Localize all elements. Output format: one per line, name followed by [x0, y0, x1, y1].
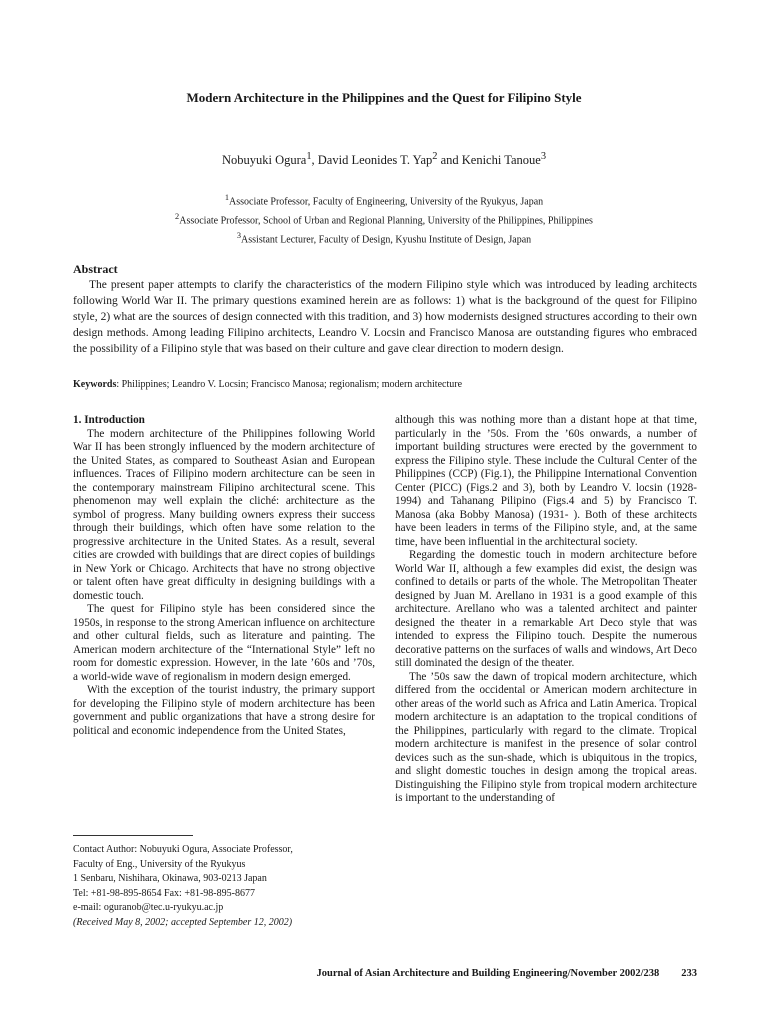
author-line: [0, 151, 768, 168]
author-1: Nobuyuki Ogura: [221, 153, 307, 168]
section-heading: 1. Introduction: [73, 414, 145, 426]
right-column: [395, 414, 697, 806]
affiliations: [0, 191, 768, 247]
affiliation-1: [0, 191, 768, 210]
left-paragraph-1: The modern architecture of the Philippines following World War II has been strongly influenced by the modern architecture of the United States, as compared to Southeast Asian and European influences. Traces of Filipino modern architecture can be seen in the contemporary mainstream Filipino architectural scene. This phenomenon may well explain the cliché: architecture as the symbol of progress. Many building owners express their success through their buildings, which often have some relation to the progressive architecture in the United States. As a result, several cities are crowded with buildings that are direct copies of buildings in New York or Chicago. Architects that have no strong objective or talent often have great difficulty in designing buildings with a domestic touch.: [73, 427, 375, 602]
author-2: , David Leonides T. Yap: [311, 153, 433, 168]
author-3: and Kenichi Tanoue: [437, 153, 541, 168]
left-column: [73, 414, 375, 738]
keywords-label: Keywords: [73, 379, 117, 390]
affiliation-3-text: Assistant Lecturer, Faculty of Design, Kyushu Institute of Design, Japan: [241, 233, 532, 245]
journal-name: Journal of Asian Architecture and Building Engineering/November 2002/238: [316, 968, 660, 979]
contact-footnote: [73, 843, 373, 930]
contact-line-4: Tel: +81-98-895-8654 Fax: +81-98-895-8677: [73, 887, 255, 899]
right-paragraph-2: Regarding the domestic touch in modern architecture before World War II, although a few examples did exist, the design was confined to details or parts of the whole. The Metropolitan Theater designed by Juan M. Arellano in 1931 is a good example of this architecture. Arellano who was a talented architect and painter designed the theater in a remarkable Art Deco style that was intended to express the Filipino touch. Despite the numerous decorative patterns on the surfaces of walls and windows, Art Deco still dominated the design of the theater.: [395, 549, 697, 669]
contact-line-1: Contact Author: Nobuyuki Ogura, Associate Professor,: [73, 844, 293, 855]
affiliation-1-text: Associate Professor, Faculty of Engineering, University of the Ryukyus, Japan: [229, 196, 544, 208]
contact-line-2: Faculty of Eng., University of the Ryukyus: [73, 858, 246, 870]
affiliation-3: [0, 229, 768, 248]
received-dates: (Received May 8, 2002; accepted September 12, 2002): [73, 916, 293, 928]
contact-line-3: 1 Senbaru, Nishihara, Okinawa, 903-0213 Japan: [73, 873, 267, 884]
author-2-sup: 2: [432, 151, 438, 162]
left-paragraph-3: With the exception of the tourist industry, the primary support for developing the Filipino style of modern architecture has been government and public organizations that have a strong desire for political and economic independence from the United States,: [73, 684, 375, 737]
abstract-text: The present paper attempts to clarify the characteristics of the modern Filipino style which was introduced by leading architects following World War II. The primary questions examined herein are as follows: 1) what is the background of the quest for Filipino style, 2) what are the sources of design connected with this tradition, and 3) how modernists designed structures according to their own design methods. Among leading Filipino architects, Leandro V. Locsin and Francisco Manosa are outstanding figures who embraced the possibility of a Filipino style that was based on their culture and gave clear direction to modern design.: [73, 279, 697, 355]
left-paragraph-2: The quest for Filipino style has been considered since the 1950s, in response to the strong American influence on architecture and other cultural fields, such as literature and painting. The American modern architecture of the “International Style” left no room for domestic expression. However, in the late ’60s and ’70s, a world-wide wave of regionalism in modern design emerged.: [73, 603, 375, 683]
affiliation-1-sup: 1: [224, 193, 230, 202]
abstract-block: [73, 261, 697, 357]
author-3-sup: 3: [540, 151, 547, 162]
affiliation-2-sup: 2: [175, 211, 180, 221]
affiliation-2: [0, 210, 768, 229]
abstract-heading: Abstract: [73, 262, 118, 276]
keywords-line: [73, 379, 713, 390]
page-footer: [317, 968, 698, 979]
keywords-text: : Philippines; Leandro V. Locsin; Francisco Manosa; regionalism; modern architecture: [116, 379, 463, 390]
page-number: 233: [681, 968, 697, 979]
footnote-divider: [73, 835, 193, 836]
paper-title: Modern Architecture in the Philippines and the Quest for Filipino Style: [186, 90, 582, 105]
author-1-sup: 1: [306, 151, 312, 162]
right-paragraph-1: although this was nothing more than a distant hope at that time, particularly in the ’50s. From the ’60s onwards, a number of important building structures were erected by the government to express the Filipino style. These include the Cultural Center of the Philippines (CCP) (Fig.1), the Philippine International Convention Center (PICC) (Figs.2 and 3), both by Leandro V. locsin (1928-1994) and Tahanang Pilipino (Figs.4 and 5) by Francisco T. Manosa (aka Bobby Manosa) (1931- ). Both of these architects have been leaders in terms of the Filipino style, and, at the same time, have been influential in the architectural society.: [395, 414, 697, 548]
right-paragraph-3: The ’50s saw the dawn of tropical modern architecture, which differed from the occidental or American modern architecture in other areas of the world such as Africa and Latin America. Tropical modern architecture is an adaptation to the tropical conditions of the Philippines, particularly with regard to the climate. Tropical modern architecture is manifest in the presence of solar control devices such as the sun-shade, which is ubiquitous in the tropics, and slight domestic touches in design among the tropical areas. Distinguishing the Filipino style from tropical modern architecture is important to the understanding of: [395, 670, 697, 804]
affiliation-3-sup: 3: [236, 230, 242, 240]
contact-email: e-mail: oguranob@tec.u-ryukyu.ac.jp: [73, 902, 224, 913]
affiliation-2-text: Associate Professor, School of Urban and Regional Planning, University of the Philippines, Philippines: [179, 215, 593, 227]
